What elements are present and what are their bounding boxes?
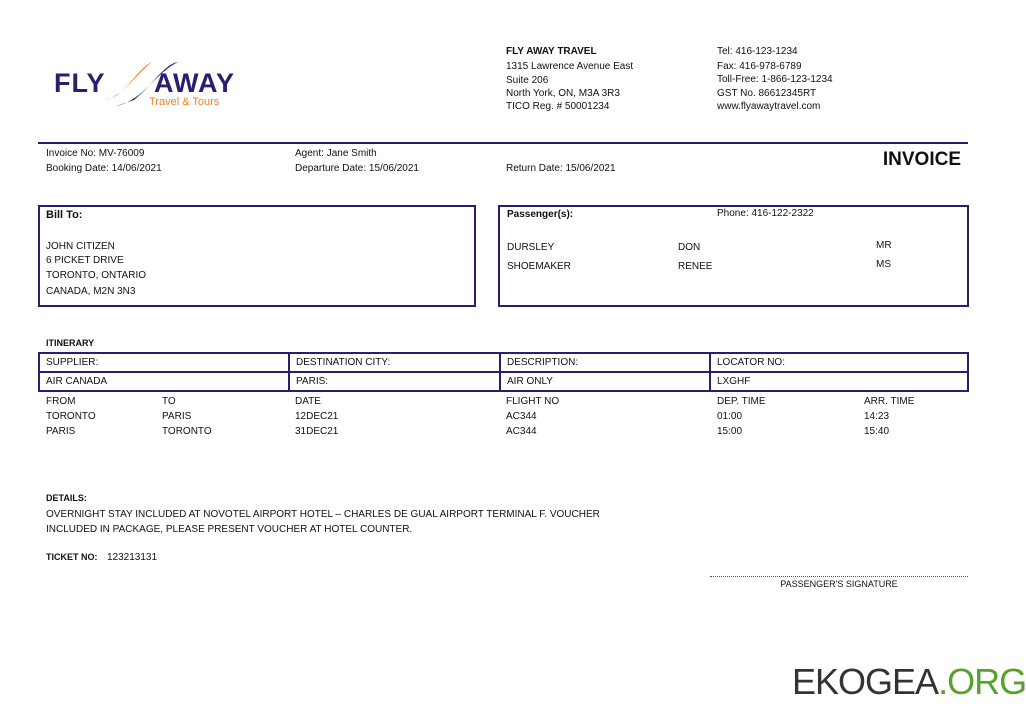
header-description: DESCRIPTION: xyxy=(499,352,711,373)
logo-tagline: Travel & Tours xyxy=(149,96,220,108)
flight-cell: 15:00 xyxy=(717,426,743,437)
signature-line xyxy=(710,576,968,577)
flight-cell: 15:40 xyxy=(864,426,890,437)
company-tollfree: Toll-Free: 1-866-123-1234 xyxy=(717,74,833,85)
header-destination: DESTINATION CITY: xyxy=(288,352,501,373)
passenger-phone: Phone: 416-122-2322 xyxy=(717,208,814,219)
flight-cell: PARIS xyxy=(46,426,76,437)
agent: Agent: Jane Smith xyxy=(295,148,377,159)
company-fax: Fax: 416-978-6789 xyxy=(717,61,802,72)
flight-header: FROM xyxy=(46,396,76,407)
passenger-last-name: SHOEMAKER xyxy=(507,261,571,272)
flight-cell: AC344 xyxy=(506,426,537,437)
company-name: FLY AWAY TRAVEL xyxy=(506,46,597,57)
watermark-tld: .ORG xyxy=(938,661,1026,702)
value-locator: LXGHF xyxy=(709,371,969,392)
logo-word-fly: FLY xyxy=(54,68,106,98)
company-address-3: North York, ON, M3A 3R3 xyxy=(506,88,620,99)
flight-cell: 31DEC21 xyxy=(295,426,339,437)
flight-cell: TORONTO xyxy=(162,426,212,437)
value-description: AIR ONLY xyxy=(499,371,711,392)
bill-to-line: TORONTO, ONTARIO xyxy=(46,270,147,281)
header-supplier: SUPPLIER: xyxy=(38,352,290,373)
passenger-last-name: DURSLEY xyxy=(507,242,555,253)
flight-cell: 12DEC21 xyxy=(295,411,339,422)
departure-date: Departure Date: 15/06/2021 xyxy=(295,163,419,174)
booking-date: Booking Date: 14/06/2021 xyxy=(46,163,162,174)
company-address-1: 1315 Lawrence Avenue East xyxy=(506,61,634,72)
details-label: DETAILS: xyxy=(46,493,87,503)
header-divider xyxy=(38,142,968,144)
ticket-number: 123213131 xyxy=(107,552,158,563)
watermark-name: EKOGEA xyxy=(792,661,939,702)
flight-header: DATE xyxy=(295,396,321,407)
flight-cell: PARIS xyxy=(162,411,192,422)
company-tel: Tel: 416-123-1234 xyxy=(717,46,798,57)
flight-header: ARR. TIME xyxy=(864,396,915,407)
company-logo xyxy=(54,56,244,112)
value-destination: PARIS: xyxy=(288,371,501,392)
passenger-first-name: DON xyxy=(678,242,701,253)
passenger-first-name: RENEE xyxy=(678,261,713,272)
flight-header: DEP. TIME xyxy=(717,396,766,407)
flight-cell: 14:23 xyxy=(864,411,890,422)
company-address-2: Suite 206 xyxy=(506,75,549,86)
header-locator: LOCATOR NO: xyxy=(709,352,969,373)
return-date: Return Date: 15/06/2021 xyxy=(506,163,616,174)
invoice-number: Invoice No: MV-76009 xyxy=(46,148,145,159)
passengers-label: Passenger(s): xyxy=(507,209,574,220)
details-line: OVERNIGHT STAY INCLUDED AT NOVOTEL AIRPORT HOTEL – CHARLES DE GUAL AIRPORT TERMINAL F. VOUCHER xyxy=(46,509,600,520)
company-gst: GST No. 86612345RT xyxy=(717,88,817,99)
itinerary-label: ITINERARY xyxy=(46,338,95,348)
ticket-label: TICKET NO: xyxy=(46,552,98,562)
flight-cell: AC344 xyxy=(506,411,537,422)
flight-cell: TORONTO xyxy=(46,411,96,422)
flight-cell: 01:00 xyxy=(717,411,743,422)
bill-to-line: JOHN CITIZEN xyxy=(46,241,115,252)
bill-to-line: 6 PICKET DRIVE xyxy=(46,255,124,266)
bill-to-line: CANADA, M2N 3N3 xyxy=(46,286,136,297)
passenger-title: MR xyxy=(876,240,892,251)
passenger-title: MS xyxy=(876,259,891,270)
logo-word-away: AWAY xyxy=(154,68,236,98)
company-website: www.flyawaytravel.com xyxy=(717,101,821,112)
invoice-title: INVOICE xyxy=(882,149,961,170)
bill-to-label: Bill To: xyxy=(46,209,83,221)
company-tico: TICO Reg. # 50001234 xyxy=(506,101,610,112)
flight-header: TO xyxy=(162,396,176,407)
details-line: INCLUDED IN PACKAGE, PLEASE PRESENT VOUCHER AT HOTEL COUNTER. xyxy=(46,524,413,535)
watermark xyxy=(792,662,1026,702)
signature-label: PASSENGER'S SIGNATURE xyxy=(780,579,898,589)
value-supplier: AIR CANADA xyxy=(38,371,290,392)
flight-header: FLIGHT NO xyxy=(506,396,560,407)
